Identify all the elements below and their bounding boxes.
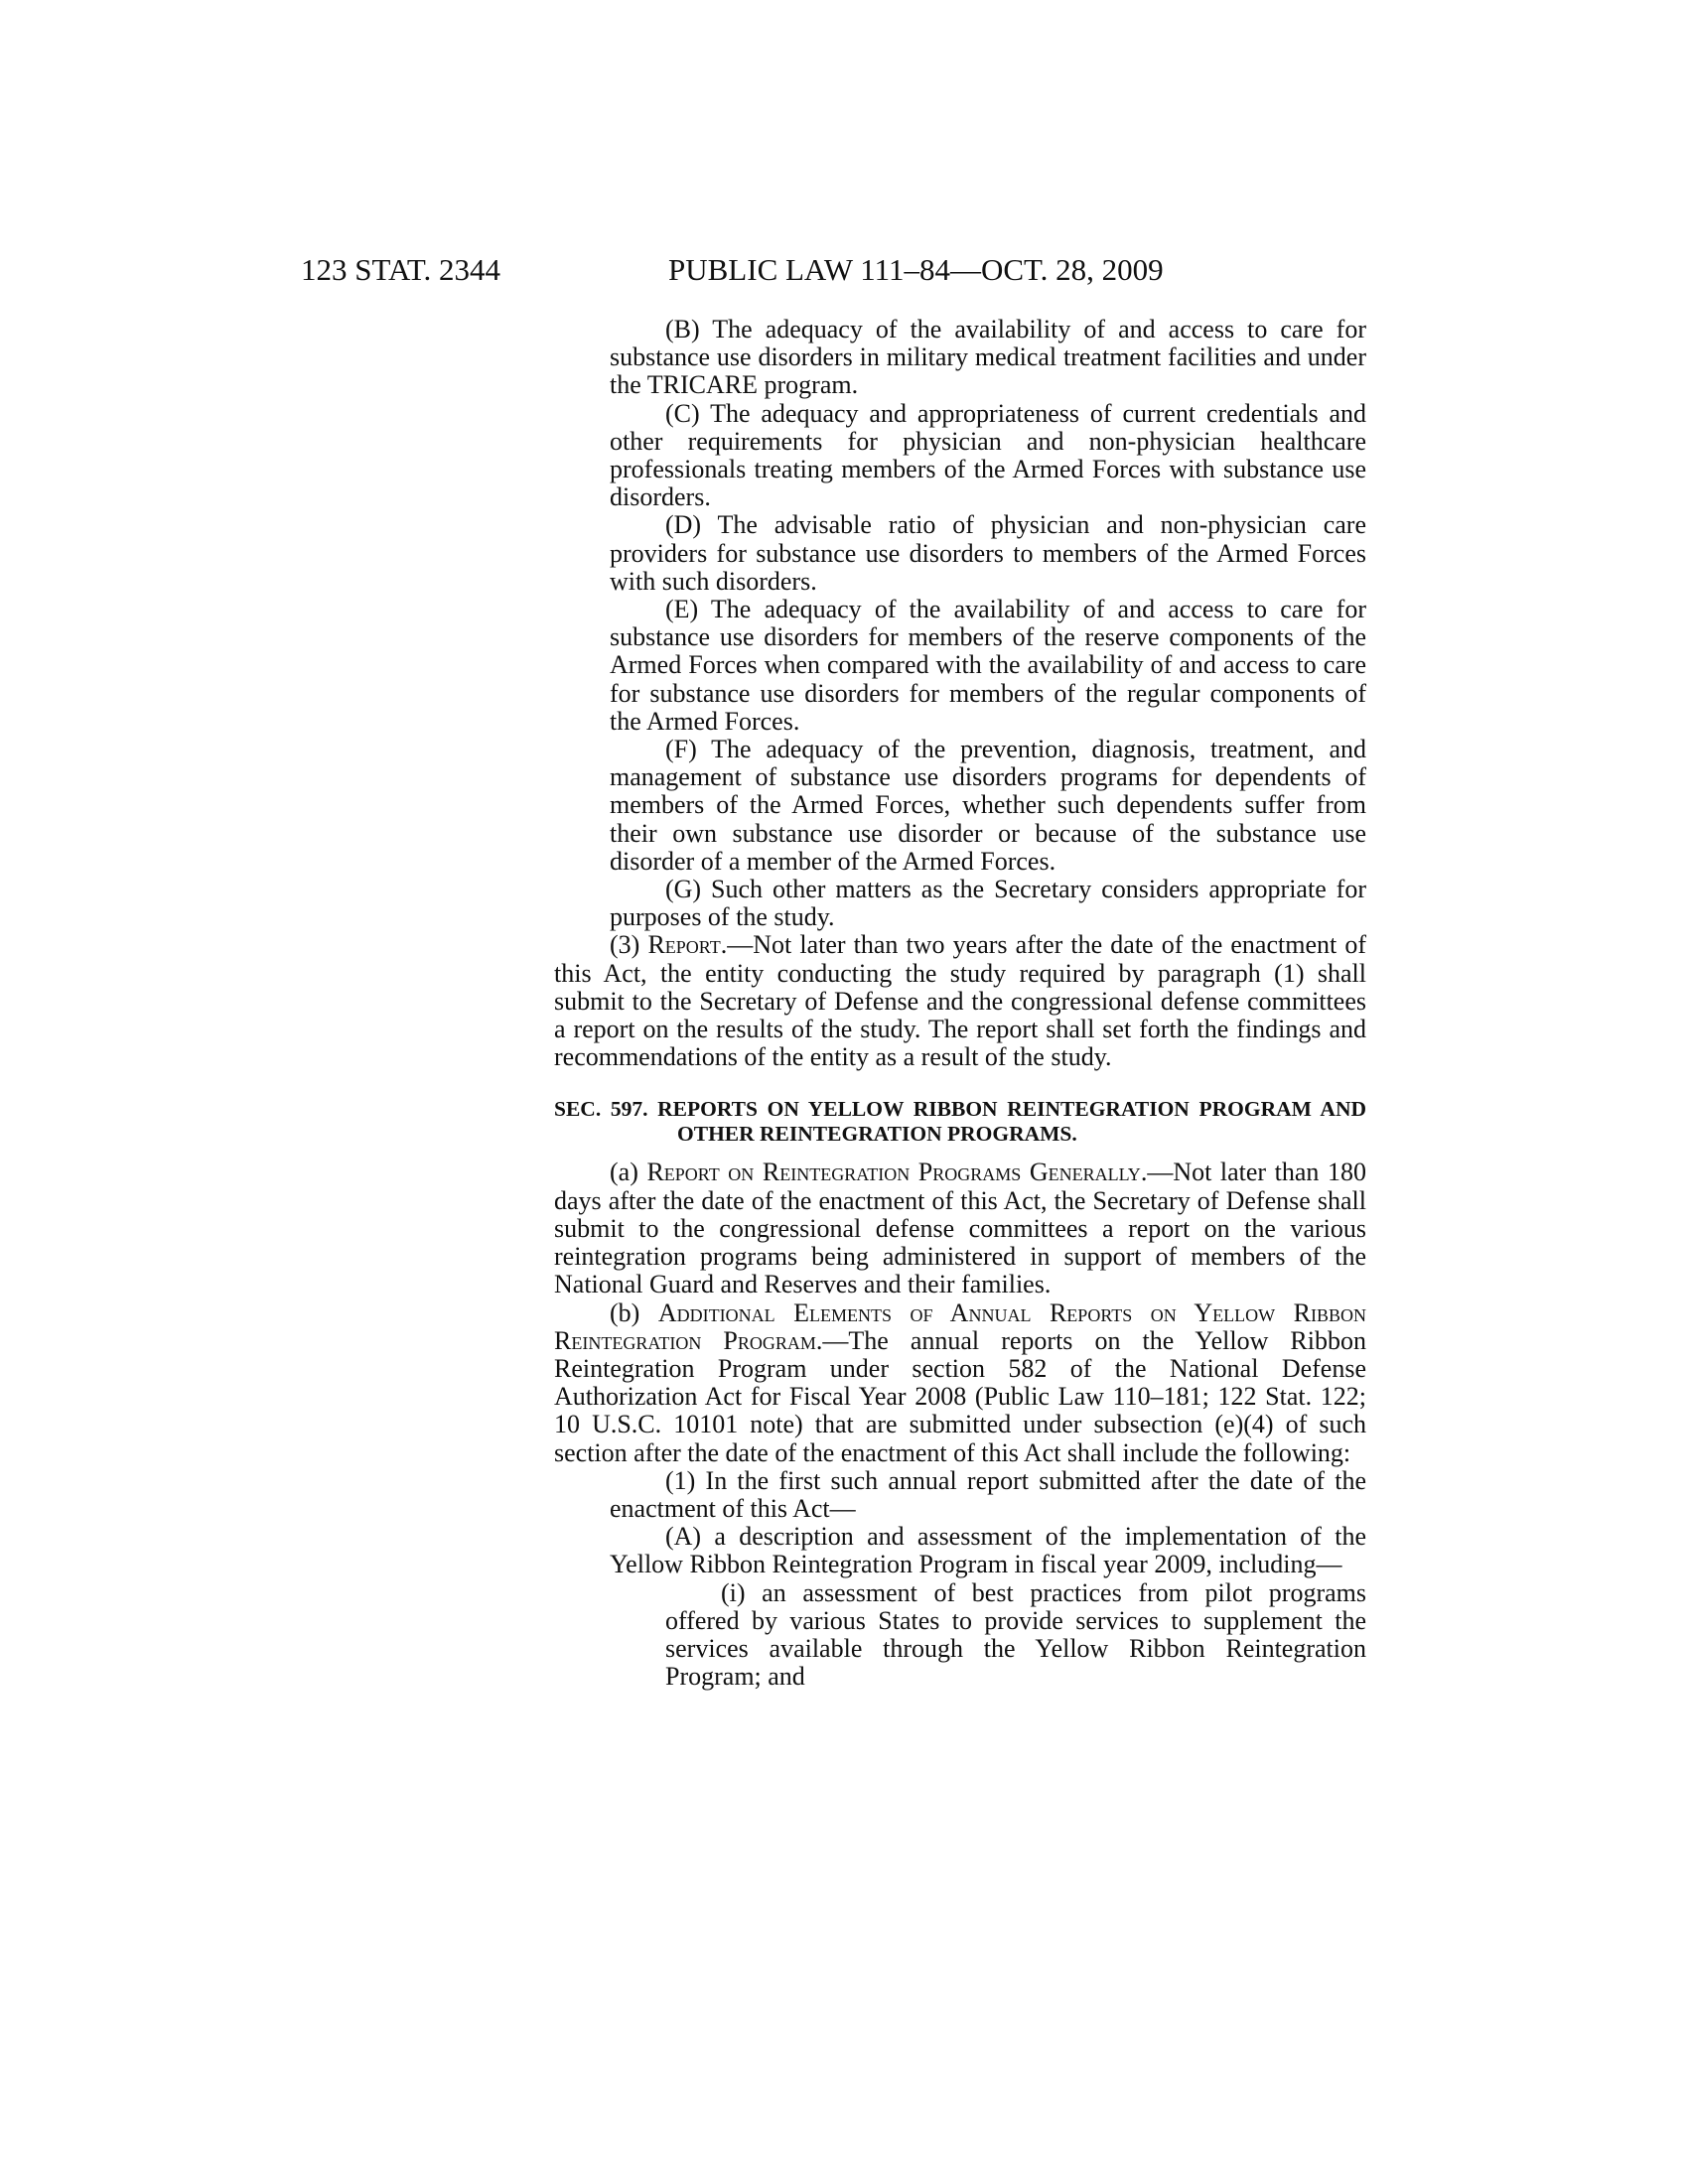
section-heading: SEC. 597. REPORTS ON YELLOW RIBBON REINTEGRATION PROGRAM AND OTHER REINTEGRATION PROGRAMS. xyxy=(554,1097,1366,1147)
paragraph-D: (D) The advisable ratio of physician and non-physician care providers for substance use disorders to members of the Armed Forces with such disorders. xyxy=(610,510,1366,596)
public-law-title: PUBLIC LAW 111–84—OCT. 28, 2009 xyxy=(668,252,1164,287)
subsection-a xyxy=(554,1159,1366,1298)
paragraph-3-text: .—Not later than two years after the date of the enactment of this Act, the entity conducting the study required by paragraph (1) shall submit to the Secretary of Defense and the congressional defense committees a report on the results of the study. The report shall set forth the findings and recommendations of the entity as a result of the study. xyxy=(554,930,1366,1072)
paragraph-G: (G) Such other matters as the Secretary considers appropriate for purposes of the study. xyxy=(610,875,1366,932)
paragraph-1: (1) In the first such annual report submitted after the date of the enactment of this Act— xyxy=(610,1465,1366,1523)
paragraph-3-report xyxy=(554,931,1366,1071)
subsection-b-text: .—The annual reports on the Yellow Ribbon Reintegration Program under section 582 of the National Defense Authorization Act for Fiscal Year 2008 (Public Law 110–181; 122 Stat. 122; 10 U.S.C. 10101 note) that are submitted under subsection (e)(4) of such section after the date of the enactment of this Act shall include the following: xyxy=(554,1325,1366,1467)
paragraph-3-lead: (3) xyxy=(610,930,648,960)
paragraph-C: (C) The adequacy and appropriateness of current credentials and other requirements for physician and non-physician healthcare professionals treating members of the Armed Forces with substance use disorders. xyxy=(610,398,1366,512)
clause-i: (i) an assessment of best practices from pilot programs offered by various States to provide services to supplement the services available through the Yellow Ribbon Reintegration Program; and xyxy=(665,1577,1366,1692)
paragraph-3-heading: Report xyxy=(647,930,721,960)
subsection-b-lead: (b) xyxy=(610,1297,658,1327)
subsection-a-text: .—Not later than 180 days after the date of the enactment of this Act, the Secretary of Defense shall submit to the congressional defense committees a report on the various reintegration programs being administered in support of members of the National Guard and Reserves and their families. xyxy=(554,1158,1367,1299)
paragraph-B: (B) The adequacy of the availability of and access to care for substance use disorders in military medical treatment facilities and under the TRICARE program. xyxy=(610,315,1366,400)
subparagraph-A: (A) a description and assessment of the implementation of the Yellow Ribbon Reintegration Program in fiscal year 2009, including— xyxy=(610,1522,1366,1579)
subsection-b-heading: Additional Elements of Annual Reports on Yellow Ribbon Reintegration Program xyxy=(554,1297,1366,1355)
subsection-a-heading: Report on Reintegration Programs Generally xyxy=(646,1158,1141,1187)
subsection-a-lead: (a) xyxy=(610,1158,647,1187)
statute-citation: 123 STAT. 2344 xyxy=(301,252,501,287)
page-header xyxy=(0,250,1688,290)
document-body xyxy=(554,316,1366,1691)
subsection-b xyxy=(554,1299,1366,1467)
paragraph-F: (F) The adequacy of the prevention, diagnosis, treatment, and management of substance use disorders programs for dependents of members of the Armed Forces, whether such dependents suffer from their own substance use disorder or because of the substance use disorder of a member of the Armed Forces. xyxy=(610,735,1366,876)
paragraph-E: (E) The adequacy of the availability of and access to care for substance use disorders for members of the reserve components of the Armed Forces when compared with the availability of and access to care for substance use disorders for members of the regular components of the Armed Forces. xyxy=(610,595,1366,736)
